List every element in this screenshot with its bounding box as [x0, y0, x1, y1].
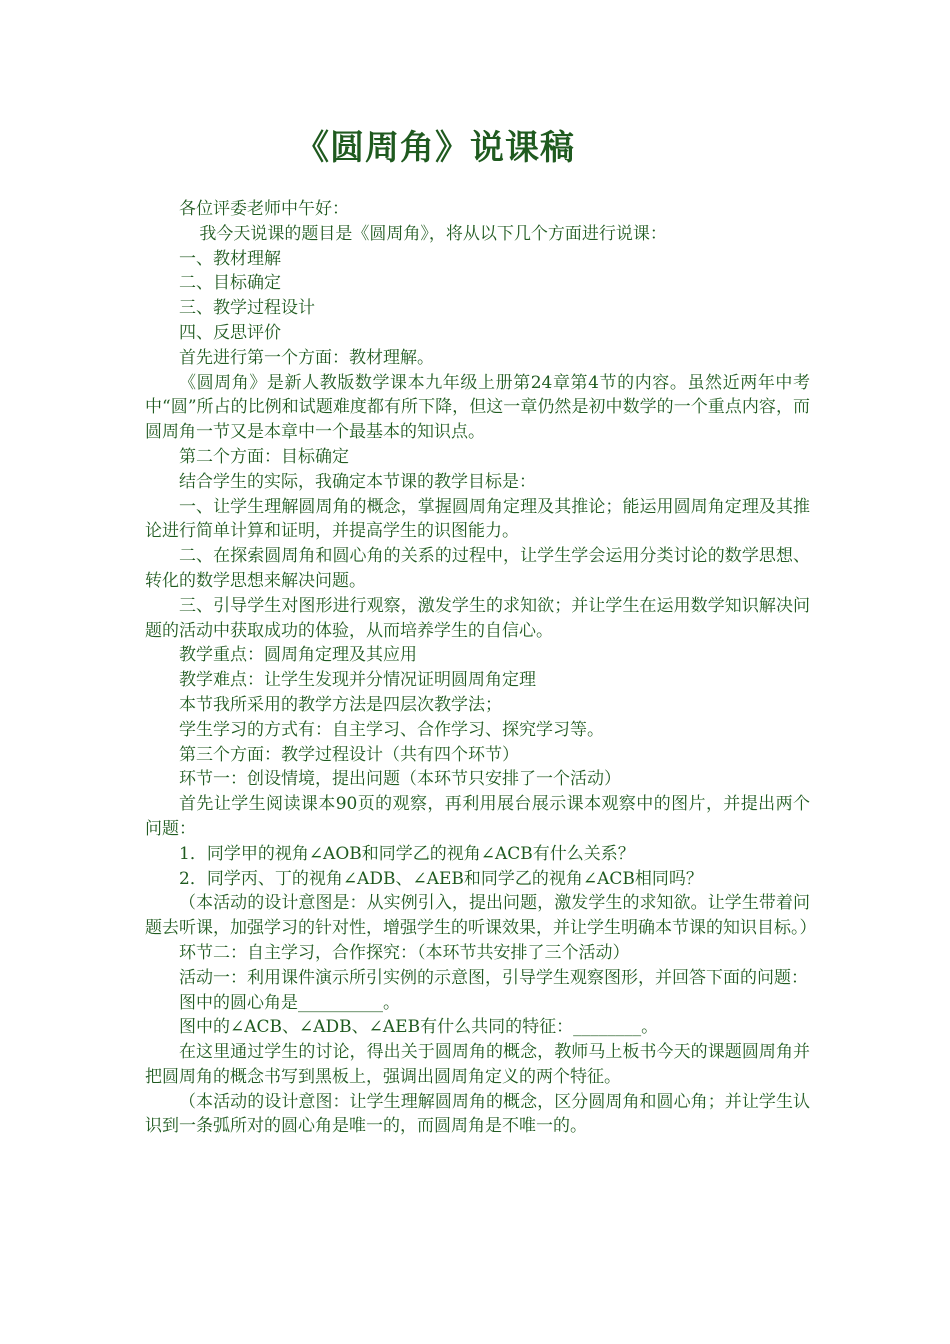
paragraph: 第三个方面：教学过程设计（共有四个环节）	[179, 744, 519, 765]
paragraph: 二、目标确定	[179, 273, 281, 294]
document-title: 《圆周角》说课稿	[295, 128, 575, 168]
paragraph: 各位评委老师中午好：	[179, 199, 349, 219]
paragraph: 三、引导学生对图形进行观察，激发学生的求知欲；并让学生在运用数学知识解决问题的活动中获取成功的体验，从而培养学生的自信心。	[145, 595, 810, 641]
paragraph: 首先让学生阅读课本90页的观察，再利用展台展示课本观察中的图片，并提出两个问题：	[145, 794, 810, 839]
paragraph: （本活动的设计意图：让学生理解圆周角的概念，区分圆周角和圆心角；并让学生认识到一条弧所对的圆心角是唯一的，而圆周角是不唯一的。	[145, 1091, 810, 1137]
paragraph: 教学重点：圆周角定理及其应用	[179, 645, 417, 666]
paragraph: 结合学生的实际，我确定本节课的教学目标是：	[179, 471, 536, 492]
paragraph: 《圆周角》是新人教版数学课本九年级上册第24章第4节的内容。虽然近两年中考中“圆”所占的比例和试题难度都有所下降，但这一章仍然是初中数学的一个重点内容，而圆周角一节又是本章中一个最基本的知识点。	[145, 372, 810, 443]
paragraph: 学生学习的方式有：自主学习、合作学习、探究学习等。	[179, 719, 604, 740]
paragraph: 一、让学生理解圆周角的概念，掌握圆周角定理及其推论；能运用圆周角定理及其推论进行简单计算和证明，并提高学生的识图能力。	[145, 496, 810, 542]
paragraph: 环节一：创设情境，提出问题（本环节只安排了一个活动）	[179, 769, 621, 790]
paragraph: 我今天说课的题目是《圆周角》，将从以下几个方面进行说课：	[199, 223, 667, 244]
paragraph: 一、教材理解	[179, 248, 281, 269]
paragraph: 2．同学丙、丁的视角∠ADB、∠AEB和同学乙的视角∠ACB相同吗？	[179, 868, 703, 889]
paragraph: 二、在探索圆周角和圆心角的关系的过程中，让学生学会运用分类讨论的数学思想、转化的数学思想来解决问题。	[145, 546, 810, 591]
paragraph: （本活动的设计意图是：从实例引入，提出问题，激发学生的求知欲。让学生带着问题去听课，加强学习的针对性，增强学生的听课效果，并让学生明确本节课的知识目标。）	[145, 893, 817, 939]
paragraph: 环节二：自主学习，合作探究：（本环节共安排了三个活动）	[179, 942, 630, 963]
paragraph: 1．同学甲的视角∠AOB和同学乙的视角∠ACB有什么关系？	[179, 843, 635, 864]
paragraph: 教学难点：让学生发现并分情况证明圆周角定理	[179, 670, 536, 691]
paragraph: 本节我所采用的教学方法是四层次教学法；	[179, 694, 502, 715]
document-body	[145, 197, 817, 1139]
paragraph: 图中的∠ACB、∠ADB、∠AEB有什么共同的特征：________。	[179, 1017, 659, 1038]
paragraph: 三、教学过程设计	[179, 298, 315, 319]
paragraph: 在这里通过学生的讨论，得出关于圆周角的概念，教师马上板书今天的课题圆周角并把圆周角的概念书写到黑板上，强调出圆周角定义的两个特征。	[145, 1042, 810, 1087]
paragraph: 第二个方面：目标确定	[179, 446, 349, 467]
paragraph: 四、反思评价	[179, 322, 281, 343]
paragraph: 首先进行第一个方面：教材理解。	[179, 347, 434, 368]
paragraph: 图中的圆心角是__________。	[179, 992, 400, 1013]
paragraph: 活动一：利用课件演示所引实例的示意图，引导学生观察图形，并回答下面的问题：	[179, 967, 808, 988]
